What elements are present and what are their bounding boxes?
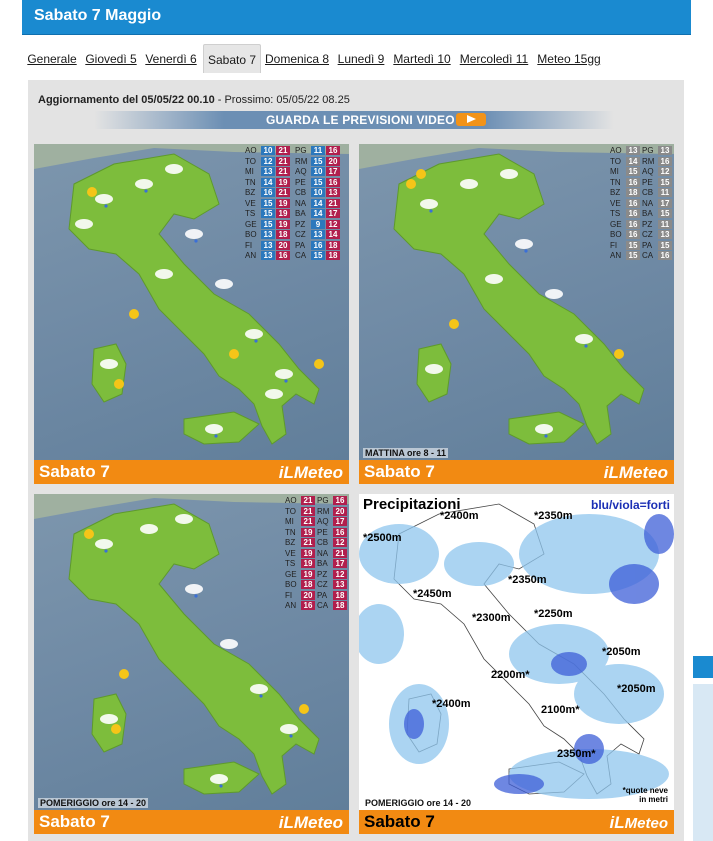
temp-row [608, 241, 672, 252]
temp-max: 19 [276, 178, 290, 187]
map-footer [34, 460, 349, 484]
city-code: GE [245, 219, 257, 229]
city-code: BO [610, 230, 622, 239]
snow-note-line2: in metri [639, 795, 668, 804]
temp-min: 10 [311, 188, 325, 197]
precip-legend: blu/viola=forti [590, 498, 670, 512]
temp-value: 17 [658, 199, 672, 208]
temp-max: 21 [276, 167, 290, 176]
temp-max: 21 [276, 157, 290, 166]
temperature-table [243, 146, 347, 262]
temp-row [243, 220, 347, 231]
temp-value: 18 [333, 601, 347, 610]
temp-min: 12 [261, 157, 275, 166]
temp-min: 13 [261, 251, 275, 260]
ilmeteo-logo: iLMeteo [603, 463, 668, 482]
city-code: CZ [317, 580, 328, 589]
tab-giovedi[interactable]: Giovedì 5 [85, 52, 137, 66]
snow-level: *2400m [432, 698, 471, 710]
logo-text: Meteo [293, 463, 343, 482]
city-code: RM [642, 156, 655, 166]
temp-value: 21 [301, 517, 315, 526]
tab-generale[interactable]: Generale [27, 52, 77, 66]
play-icon[interactable] [456, 113, 486, 126]
city-code: PE [317, 527, 328, 537]
temp-row [608, 230, 672, 241]
temp-value: 18 [301, 580, 315, 589]
temp-max: 20 [276, 241, 290, 250]
snow-level: 2200m* [491, 669, 530, 681]
city-code: PZ [317, 569, 328, 579]
city-code: AQ [317, 517, 329, 526]
city-code: AO [245, 146, 257, 155]
snow-level: *2050m [617, 683, 656, 695]
temp-value: 18 [626, 188, 640, 197]
temp-value: 15 [626, 167, 640, 176]
temp-value: 12 [333, 538, 347, 547]
ilmeteo-logo: iLMeteo [278, 813, 343, 832]
temp-row [243, 167, 347, 178]
temp-min: 16 [311, 241, 325, 250]
city-code: PA [317, 590, 328, 600]
temp-row [283, 570, 347, 581]
sidebar-panel [693, 684, 713, 841]
city-code: PA [295, 240, 306, 250]
city-code: PZ [295, 219, 306, 229]
snow-note [623, 786, 668, 804]
temp-value: 19 [301, 528, 315, 537]
temp-row [243, 251, 347, 262]
temp-value: 16 [626, 199, 640, 208]
ilmeteo-logo: iLMeteo [278, 463, 343, 482]
temp-value: 16 [333, 496, 347, 505]
snow-level: 2100m* [541, 704, 580, 716]
city-code: TS [285, 559, 296, 568]
temperature-table [608, 146, 672, 262]
tab-lunedi[interactable]: Lunedì 9 [337, 52, 385, 66]
temp-min: 13 [261, 230, 275, 239]
temp-value: 19 [301, 559, 315, 568]
tab-venerdi[interactable]: Venerdì 6 [145, 52, 197, 66]
city-code: AO [610, 146, 622, 155]
city-code: NA [295, 198, 307, 208]
city-code: GE [285, 569, 297, 579]
city-code: TO [245, 156, 256, 166]
city-code: FI [285, 590, 293, 600]
map-footer [359, 810, 674, 834]
temp-row [243, 146, 347, 157]
temp-value: 18 [333, 591, 347, 600]
temp-row [608, 178, 672, 189]
temp-max: 21 [276, 146, 290, 155]
day-tabs [26, 44, 686, 74]
temperature-table [283, 496, 347, 612]
city-code: CA [642, 251, 654, 260]
tab-domenica[interactable]: Domenica 8 [264, 52, 330, 66]
temp-value: 21 [301, 507, 315, 516]
temp-row [243, 188, 347, 199]
temp-row [283, 517, 347, 528]
sidebar-header [693, 656, 713, 678]
temp-max: 16 [276, 251, 290, 260]
temp-row [608, 209, 672, 220]
temp-row [608, 220, 672, 231]
temp-value: 21 [333, 549, 347, 558]
video-label[interactable]: GUARDA LE PREVISIONI VIDEO [266, 113, 455, 127]
snow-level: *2350m [534, 510, 573, 522]
temp-max: 19 [276, 199, 290, 208]
temp-value: 13 [658, 230, 672, 239]
temp-row [608, 157, 672, 168]
temp-value: 19 [301, 570, 315, 579]
temp-value: 13 [658, 146, 672, 155]
map-afternoon[interactable] [34, 494, 349, 834]
tab-sabato[interactable]: Sabato 7 [203, 44, 261, 73]
city-code: VE [610, 198, 621, 208]
temp-max: 18 [326, 251, 340, 260]
sidebar-edge [693, 48, 713, 841]
temp-value: 20 [333, 507, 347, 516]
snow-level: *2450m [413, 588, 452, 600]
temp-max: 12 [326, 220, 340, 229]
temp-row [243, 230, 347, 241]
city-code: AN [610, 251, 622, 260]
update-label: Aggiornamento del 05/05/22 00.10 [38, 94, 215, 106]
city-code: BO [285, 580, 297, 589]
temp-value: 16 [626, 178, 640, 187]
tab-martedi[interactable]: Martedì 10 [393, 52, 451, 66]
temp-min: 15 [261, 199, 275, 208]
temp-value: 15 [658, 178, 672, 187]
logo-text: Meteo [618, 463, 668, 482]
forecast-frame [22, 0, 691, 841]
temp-value: 16 [658, 251, 672, 260]
page-title: Sabato 7 Maggio [34, 7, 162, 24]
precipitation-map[interactable] [359, 494, 674, 834]
city-code: AQ [642, 167, 654, 176]
temp-value: 15 [658, 241, 672, 250]
temp-row [608, 251, 672, 262]
temp-value: 15 [658, 209, 672, 218]
forecast-panel [28, 80, 684, 841]
temp-value: 16 [626, 220, 640, 229]
city-code: AN [245, 251, 257, 260]
temp-value: 21 [301, 496, 315, 505]
temp-min: 14 [311, 199, 325, 208]
temp-value: 13 [333, 580, 347, 589]
city-code: NA [642, 198, 654, 208]
snow-level: *2350m [508, 574, 547, 586]
city-code: TN [245, 177, 256, 187]
temp-value: 12 [658, 167, 672, 176]
temp-max: 19 [276, 209, 290, 218]
map-footer [34, 810, 349, 834]
city-code: BA [317, 559, 328, 568]
temp-min: 9 [311, 220, 325, 229]
temp-min: 13 [311, 230, 325, 239]
map-footer [359, 460, 674, 484]
temp-min: 15 [261, 209, 275, 218]
day-label: Sabato 7 [39, 812, 110, 831]
map-day-overview[interactable] [34, 144, 349, 484]
city-code: TS [245, 209, 256, 218]
city-code: FI [245, 240, 253, 250]
temp-max: 18 [326, 241, 340, 250]
temp-row [283, 496, 347, 507]
temp-value: 17 [333, 559, 347, 568]
temp-value: 14 [626, 157, 640, 166]
temp-row [283, 601, 347, 612]
city-code: BA [642, 209, 653, 218]
city-code: CA [295, 251, 307, 260]
update-next: - Prossimo: 05/05/22 08.25 [214, 94, 350, 106]
snow-level: 2350m* [557, 748, 596, 760]
temp-min: 11 [311, 146, 325, 155]
city-code: PZ [642, 219, 653, 229]
city-code: CB [317, 538, 329, 547]
snow-level: *2250m [534, 608, 573, 620]
snow-level: *2400m [440, 510, 479, 522]
temp-row [608, 146, 672, 157]
city-code: PG [317, 496, 329, 505]
city-code: BZ [610, 188, 621, 197]
logo-text: Meteo [624, 815, 668, 832]
city-code: PE [295, 177, 306, 187]
temp-row [243, 157, 347, 168]
city-code: PE [642, 177, 653, 187]
temp-value: 16 [301, 601, 315, 610]
temp-min: 15 [311, 178, 325, 187]
city-code: TO [610, 156, 621, 166]
city-code: PG [642, 146, 654, 155]
temp-value: 13 [626, 146, 640, 155]
update-info [38, 94, 350, 106]
snow-level: *2050m [602, 646, 641, 658]
precip-title: Precipitazioni [363, 496, 461, 513]
temp-row [283, 538, 347, 549]
temp-value: 16 [626, 230, 640, 239]
city-code: BO [245, 230, 257, 239]
temp-value: 11 [658, 188, 672, 197]
temp-row [283, 591, 347, 602]
city-code: FI [610, 240, 618, 250]
temp-value: 11 [658, 220, 672, 229]
temp-max: 17 [326, 167, 340, 176]
city-code: BZ [245, 188, 256, 197]
city-code: VE [285, 548, 296, 558]
ilmeteo-logo: iLMeteo [609, 813, 668, 832]
city-code: NA [317, 548, 329, 558]
temp-max: 17 [326, 209, 340, 218]
temp-row [283, 559, 347, 570]
city-code: AO [285, 496, 297, 505]
temp-row [243, 199, 347, 210]
temp-value: 16 [658, 157, 672, 166]
city-code: TS [610, 209, 621, 218]
city-code: CZ [295, 230, 306, 239]
temp-row [283, 507, 347, 518]
temp-min: 14 [311, 209, 325, 218]
city-code: MI [610, 167, 619, 176]
city-code: AQ [295, 167, 307, 176]
video-banner[interactable] [94, 111, 614, 129]
day-label: Sabato 7 [364, 462, 435, 481]
temp-value: 20 [301, 591, 315, 600]
snow-level: *2300m [472, 612, 511, 624]
temp-min: 13 [261, 241, 275, 250]
city-code: CB [295, 188, 307, 197]
city-code: MI [245, 167, 254, 176]
city-code: RM [295, 156, 308, 166]
city-code: CB [642, 188, 654, 197]
temp-value: 16 [333, 528, 347, 537]
city-code: GE [610, 219, 622, 229]
map-caption: POMERIGGIO ore 14 - 20 [365, 798, 472, 808]
city-code: RM [317, 506, 330, 516]
temp-min: 13 [261, 167, 275, 176]
temp-max: 18 [276, 230, 290, 239]
temp-value: 16 [626, 209, 640, 218]
map-caption: MATTINA ore 8 - 11 [365, 448, 447, 458]
temp-min: 15 [261, 220, 275, 229]
city-code: TN [285, 527, 296, 537]
temp-row [243, 178, 347, 189]
day-label: Sabato 7 [364, 812, 435, 831]
city-code: BA [295, 209, 306, 218]
temp-value: 15 [626, 251, 640, 260]
temp-row [243, 209, 347, 220]
temp-max: 13 [326, 188, 340, 197]
city-code: BZ [285, 538, 296, 547]
temp-max: 14 [326, 230, 340, 239]
temp-min: 16 [261, 188, 275, 197]
temp-value: 21 [301, 538, 315, 547]
city-code: CA [317, 601, 329, 610]
temp-row [283, 528, 347, 539]
temp-row [243, 241, 347, 252]
temp-max: 16 [326, 178, 340, 187]
city-code: AN [285, 601, 297, 610]
temp-row [283, 580, 347, 591]
day-label: Sabato 7 [39, 462, 110, 481]
snow-level: *2500m [363, 532, 402, 544]
temp-min: 15 [311, 251, 325, 260]
temp-row [608, 167, 672, 178]
temp-min: 10 [311, 167, 325, 176]
city-code: TN [610, 177, 621, 187]
city-code: PA [642, 240, 653, 250]
temp-value: 19 [301, 549, 315, 558]
temp-max: 16 [326, 146, 340, 155]
map-morning[interactable] [359, 144, 674, 484]
temp-max: 19 [276, 220, 290, 229]
city-code: MI [285, 517, 294, 526]
temp-value: 15 [626, 241, 640, 250]
tab-meteo-15gg[interactable]: Meteo 15gg [537, 52, 601, 66]
city-code: PG [295, 146, 307, 155]
logo-text: Meteo [293, 813, 343, 832]
snow-note-line1: *quote neve [622, 786, 668, 795]
temp-value: 12 [333, 570, 347, 579]
temp-max: 20 [326, 157, 340, 166]
city-code: VE [245, 198, 256, 208]
city-code: TO [285, 506, 296, 516]
city-code: CZ [642, 230, 653, 239]
temp-value: 17 [333, 517, 347, 526]
title-bar [22, 0, 691, 35]
temp-row [608, 188, 672, 199]
temp-min: 10 [261, 146, 275, 155]
temp-max: 21 [276, 188, 290, 197]
temp-row [283, 549, 347, 560]
temp-min: 15 [311, 157, 325, 166]
map-caption: POMERIGGIO ore 14 - 20 [40, 798, 147, 808]
tab-mercoledi[interactable]: Mercoledì 11 [459, 52, 529, 66]
temp-min: 14 [261, 178, 275, 187]
temp-max: 21 [326, 199, 340, 208]
temp-row [608, 199, 672, 210]
